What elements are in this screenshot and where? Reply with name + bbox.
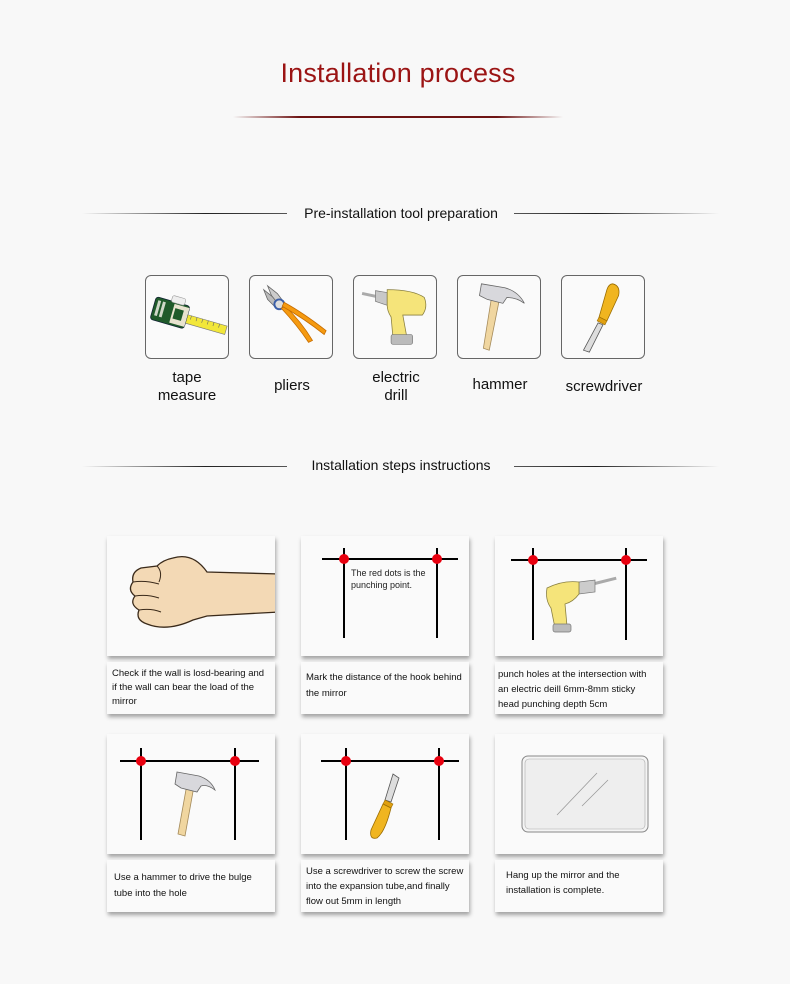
- tool-tape-measure: [145, 275, 229, 359]
- screwdriver-grid-icon: [301, 734, 469, 854]
- page-title: Installation process: [280, 58, 516, 88]
- step-4-image: [107, 734, 275, 854]
- tool-label-electric-drill: electric drill: [372, 369, 420, 404]
- tool-label-hammer: hammer: [472, 376, 528, 393]
- hammer-grid-icon: [107, 734, 275, 854]
- fist-icon: [107, 536, 275, 656]
- step-6-text: Hang up the mirror and the installation is complete.: [495, 860, 663, 912]
- tape-measure-icon: [146, 276, 228, 358]
- pliers-icon: [250, 276, 332, 358]
- section-title-tools: Pre-installation tool preparation: [304, 205, 498, 221]
- section-divider-right: [514, 466, 719, 467]
- step-6-image: [495, 734, 663, 854]
- tool-electric-drill: [353, 275, 437, 359]
- section-title-steps: Installation steps instructions: [311, 457, 491, 473]
- tool-screwdriver: [561, 275, 645, 359]
- title-divider: [233, 116, 563, 118]
- section-divider-right: [514, 213, 719, 214]
- step-3-image: [495, 536, 663, 656]
- step-1-image: [107, 536, 275, 656]
- tool-label-screwdriver: screwdriver: [565, 378, 643, 395]
- step-3-text: punch holes at the intersection with an electric deill 6mm-8mm sticky head punching depth 5cm: [495, 662, 663, 714]
- step-5-image: [301, 734, 469, 854]
- hammer-icon: [458, 276, 540, 358]
- tool-pliers: [249, 275, 333, 359]
- step-2-overlay-note: The red dots is the punching point.: [351, 568, 426, 590]
- mirror-icon: [495, 734, 663, 854]
- step-1-text: Check if the wall is losd-bearing and if the wall can bear the load of the mirror: [107, 662, 275, 714]
- step-2-text: Mark the distance of the hook behind the mirror: [301, 662, 469, 714]
- tool-hammer: [457, 275, 541, 359]
- step-4-text: Use a hammer to drive the bulge tube into the hole: [107, 860, 275, 912]
- screwdriver-icon: [562, 276, 644, 358]
- step-5-text: Use a screwdriver to screw the screw into the expansion tube,and finally flow out 5mm in length: [301, 860, 469, 912]
- step-2-image: [301, 536, 469, 656]
- drill-grid-icon: [495, 536, 663, 656]
- section-divider-left: [82, 213, 287, 214]
- grid-red-dots-icon: [301, 536, 469, 656]
- section-divider-left: [82, 466, 287, 467]
- tool-label-pliers: pliers: [274, 377, 310, 394]
- tool-label-tape-measure: tape measure: [157, 369, 217, 404]
- electric-drill-icon: [354, 276, 436, 358]
